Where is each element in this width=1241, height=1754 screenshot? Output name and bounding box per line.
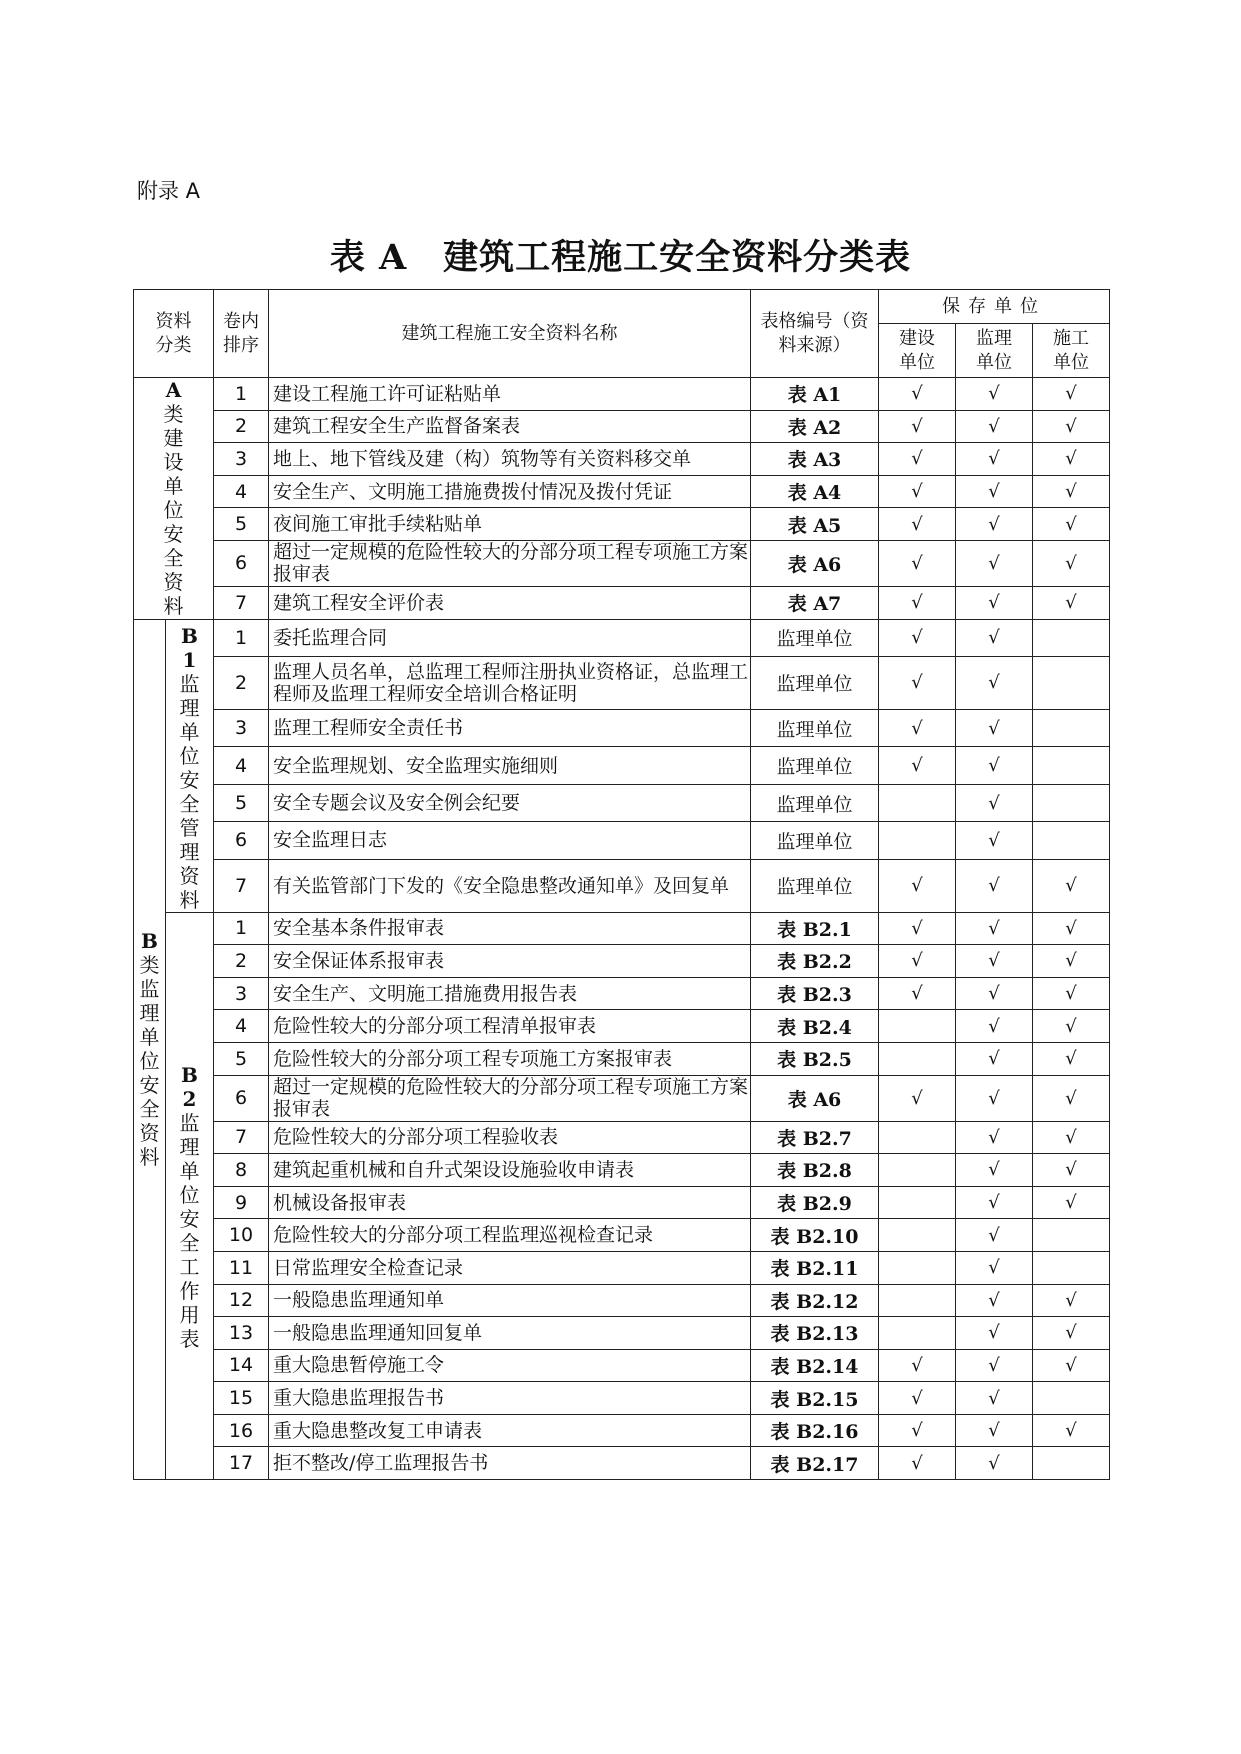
check-construction: √ (879, 443, 956, 476)
row-name: 拒不整改/停工监理报告书 (269, 1447, 751, 1480)
table-row (134, 443, 1110, 476)
row-name: 委托监理合同 (269, 619, 751, 656)
row-name: 安全监理日志 (269, 822, 751, 859)
check-construction (879, 1251, 956, 1284)
row-order: 6 (214, 1075, 269, 1121)
row-code: 表 B2.5 (751, 1042, 879, 1075)
check-contractor: √ (1033, 1010, 1110, 1043)
row-name: 安全基本条件报审表 (269, 912, 751, 945)
check-supervision: √ (956, 1382, 1033, 1415)
category-b1-label: B1 监理单位安全管理资料 (166, 619, 214, 912)
row-order: 5 (214, 784, 269, 821)
header-order: 卷内排序 (214, 290, 269, 378)
row-order: 9 (214, 1186, 269, 1219)
check-construction: √ (879, 1382, 956, 1415)
row-code: 表 B2.9 (751, 1186, 879, 1219)
row-order: 3 (214, 709, 269, 746)
check-construction: √ (879, 657, 956, 710)
check-construction (879, 1042, 956, 1075)
check-contractor (1033, 1382, 1110, 1415)
row-name: 一般隐患监理通知单 (269, 1284, 751, 1317)
check-construction: √ (879, 747, 956, 784)
check-construction: √ (879, 912, 956, 945)
table-row (134, 378, 1110, 411)
table-row (134, 1317, 1110, 1350)
check-construction: √ (879, 1075, 956, 1121)
row-code: 监理单位 (751, 822, 879, 859)
row-order: 12 (214, 1284, 269, 1317)
row-name: 安全生产、文明施工措施费拨付情况及拨付凭证 (269, 475, 751, 508)
check-construction (879, 1317, 956, 1350)
check-supervision: √ (956, 1042, 1033, 1075)
row-code: 表 A7 (751, 586, 879, 619)
check-contractor (1033, 1251, 1110, 1284)
row-code: 表 B2.2 (751, 945, 879, 978)
table-row (134, 1414, 1110, 1447)
check-supervision: √ (956, 508, 1033, 541)
table-row (134, 859, 1110, 912)
check-contractor (1033, 784, 1110, 821)
check-supervision: √ (956, 1154, 1033, 1187)
check-construction (879, 1121, 956, 1154)
check-contractor: √ (1033, 586, 1110, 619)
row-order: 6 (214, 540, 269, 586)
table-row (134, 1121, 1110, 1154)
row-order: 13 (214, 1317, 269, 1350)
row-code: 表 B2.13 (751, 1317, 879, 1350)
row-name: 安全专题会议及安全例会纪要 (269, 784, 751, 821)
row-order: 3 (214, 443, 269, 476)
header-unit-construction: 建设单位 (879, 324, 956, 378)
row-name: 危险性较大的分部分项工程监理巡视检查记录 (269, 1219, 751, 1252)
check-contractor: √ (1033, 1154, 1110, 1187)
row-code: 表 B2.3 (751, 977, 879, 1010)
check-construction: √ (879, 1447, 956, 1480)
check-supervision: √ (956, 747, 1033, 784)
row-name: 建筑工程安全生产监督备案表 (269, 410, 751, 443)
appendix-label: 附录 A (137, 179, 201, 203)
check-contractor (1033, 747, 1110, 784)
check-supervision: √ (956, 619, 1033, 656)
check-supervision: √ (956, 410, 1033, 443)
check-construction (879, 1154, 956, 1187)
check-supervision: √ (956, 1284, 1033, 1317)
check-contractor (1033, 657, 1110, 710)
check-supervision: √ (956, 977, 1033, 1010)
check-contractor: √ (1033, 859, 1110, 912)
row-code: 表 B2.14 (751, 1349, 879, 1382)
check-construction: √ (879, 859, 956, 912)
check-supervision: √ (956, 912, 1033, 945)
row-code: 表 A6 (751, 1075, 879, 1121)
table-row (134, 1349, 1110, 1382)
check-construction (879, 1010, 956, 1043)
category-a-label: A 类建设单位安全资料 (134, 378, 214, 620)
table-row (134, 1447, 1110, 1480)
table-row (134, 1284, 1110, 1317)
row-code: 监理单位 (751, 619, 879, 656)
check-construction (879, 1284, 956, 1317)
check-supervision: √ (956, 657, 1033, 710)
row-name: 危险性较大的分部分项工程专项施工方案报审表 (269, 1042, 751, 1075)
row-order: 7 (214, 1121, 269, 1154)
category-b2-label: B2 监理单位安全工作用表 (166, 912, 214, 1480)
category-b-label: B 类监理单位安全资料 (134, 619, 166, 1480)
row-name: 建筑起重机械和自升式架设设施验收申请表 (269, 1154, 751, 1187)
check-contractor: √ (1033, 1186, 1110, 1219)
row-name: 危险性较大的分部分项工程验收表 (269, 1121, 751, 1154)
check-contractor: √ (1033, 912, 1110, 945)
row-order: 7 (214, 586, 269, 619)
row-name: 危险性较大的分部分项工程清单报审表 (269, 1010, 751, 1043)
row-order: 8 (214, 1154, 269, 1187)
classification-table (133, 289, 1110, 1480)
table-row (134, 657, 1110, 710)
check-supervision: √ (956, 1251, 1033, 1284)
row-name: 安全保证体系报审表 (269, 945, 751, 978)
check-construction: √ (879, 945, 956, 978)
row-name: 监理人员名单，总监理工程师注册执业资格证，总监理工程师及监理工程师安全培训合格证明 (269, 657, 751, 710)
row-order: 10 (214, 1219, 269, 1252)
check-supervision: √ (956, 784, 1033, 821)
header-category: 资料分类 (134, 290, 214, 378)
check-construction (879, 784, 956, 821)
row-order: 1 (214, 378, 269, 411)
table-row (134, 508, 1110, 541)
row-code: 表 A4 (751, 475, 879, 508)
row-order: 1 (214, 912, 269, 945)
row-order: 5 (214, 1042, 269, 1075)
check-contractor (1033, 822, 1110, 859)
check-contractor: √ (1033, 410, 1110, 443)
table-row (134, 540, 1110, 586)
check-construction: √ (879, 977, 956, 1010)
row-order: 4 (214, 1010, 269, 1043)
check-construction: √ (879, 619, 956, 656)
row-name: 日常监理安全检查记录 (269, 1251, 751, 1284)
row-code: 表 A6 (751, 540, 879, 586)
row-code: 表 B2.11 (751, 1251, 879, 1284)
row-order: 3 (214, 977, 269, 1010)
check-contractor: √ (1033, 378, 1110, 411)
check-supervision: √ (956, 586, 1033, 619)
row-code: 表 B2.10 (751, 1219, 879, 1252)
check-contractor: √ (1033, 508, 1110, 541)
row-code: 监理单位 (751, 784, 879, 821)
check-supervision: √ (956, 1317, 1033, 1350)
table-row (134, 1251, 1110, 1284)
row-name: 机械设备报审表 (269, 1186, 751, 1219)
check-supervision: √ (956, 1219, 1033, 1252)
row-name: 建筑工程安全评价表 (269, 586, 751, 619)
table-row (134, 1219, 1110, 1252)
header-unit-contractor: 施工单位 (1033, 324, 1110, 378)
check-contractor: √ (1033, 1075, 1110, 1121)
row-order: 5 (214, 508, 269, 541)
check-contractor: √ (1033, 1042, 1110, 1075)
table-row (134, 912, 1110, 945)
check-supervision: √ (956, 540, 1033, 586)
table-row (134, 822, 1110, 859)
check-construction: √ (879, 540, 956, 586)
row-order: 15 (214, 1382, 269, 1415)
row-code: 表 B2.17 (751, 1447, 879, 1480)
check-contractor: √ (1033, 475, 1110, 508)
check-supervision: √ (956, 709, 1033, 746)
row-name: 超过一定规模的危险性较大的分部分项工程专项施工方案报审表 (269, 1075, 751, 1121)
row-order: 2 (214, 657, 269, 710)
check-construction: √ (879, 709, 956, 746)
check-contractor: √ (1033, 1284, 1110, 1317)
table-row (134, 410, 1110, 443)
row-name: 夜间施工审批手续粘贴单 (269, 508, 751, 541)
header-name: 建筑工程施工安全资料名称 (269, 290, 751, 378)
row-code: 表 B2.1 (751, 912, 879, 945)
check-supervision: √ (956, 1010, 1033, 1043)
row-code: 监理单位 (751, 859, 879, 912)
table-row (134, 1154, 1110, 1187)
header-keep: 保存单位 (879, 290, 1110, 324)
check-supervision: √ (956, 1349, 1033, 1382)
check-supervision: √ (956, 1121, 1033, 1154)
row-order: 17 (214, 1447, 269, 1480)
check-supervision: √ (956, 1447, 1033, 1480)
row-code: 表 B2.12 (751, 1284, 879, 1317)
check-contractor: √ (1033, 1414, 1110, 1447)
row-code: 监理单位 (751, 747, 879, 784)
header-unit-supervision: 监理单位 (956, 324, 1033, 378)
table-row (134, 1042, 1110, 1075)
table-row (134, 1075, 1110, 1121)
table-row (134, 619, 1110, 656)
row-code: 表 B2.16 (751, 1414, 879, 1447)
row-order: 7 (214, 859, 269, 912)
row-order: 16 (214, 1414, 269, 1447)
row-code: 表 B2.15 (751, 1382, 879, 1415)
row-name: 安全生产、文明施工措施费用报告表 (269, 977, 751, 1010)
check-construction: √ (879, 1349, 956, 1382)
check-supervision: √ (956, 378, 1033, 411)
row-name: 监理工程师安全责任书 (269, 709, 751, 746)
check-supervision: √ (956, 1414, 1033, 1447)
row-name: 地上、地下管线及建（构）筑物等有关资料移交单 (269, 443, 751, 476)
check-supervision: √ (956, 1186, 1033, 1219)
check-construction: √ (879, 1414, 956, 1447)
row-order: 1 (214, 619, 269, 656)
row-code: 表 A3 (751, 443, 879, 476)
row-order: 4 (214, 747, 269, 784)
row-name: 有关监管部门下发的《安全隐患整改通知单》及回复单 (269, 859, 751, 912)
row-name: 重大隐患整改复工申请表 (269, 1414, 751, 1447)
row-name: 超过一定规模的危险性较大的分部分项工程专项施工方案报审表 (269, 540, 751, 586)
table-row (134, 1010, 1110, 1043)
table-row (134, 784, 1110, 821)
row-name: 一般隐患监理通知回复单 (269, 1317, 751, 1350)
check-contractor: √ (1033, 443, 1110, 476)
check-supervision: √ (956, 1075, 1033, 1121)
table-row (134, 1382, 1110, 1415)
check-construction: √ (879, 475, 956, 508)
check-construction: √ (879, 586, 956, 619)
check-supervision: √ (956, 443, 1033, 476)
row-order: 4 (214, 475, 269, 508)
row-order: 14 (214, 1349, 269, 1382)
row-name: 重大隐患暂停施工令 (269, 1349, 751, 1382)
check-contractor (1033, 1447, 1110, 1480)
row-code: 监理单位 (751, 657, 879, 710)
check-contractor: √ (1033, 1349, 1110, 1382)
check-construction: √ (879, 378, 956, 411)
check-contractor: √ (1033, 945, 1110, 978)
check-contractor: √ (1033, 977, 1110, 1010)
row-code: 表 A1 (751, 378, 879, 411)
check-contractor (1033, 619, 1110, 656)
check-contractor: √ (1033, 1317, 1110, 1350)
check-contractor (1033, 709, 1110, 746)
row-code: 表 A5 (751, 508, 879, 541)
check-supervision: √ (956, 859, 1033, 912)
table-row (134, 747, 1110, 784)
check-supervision: √ (956, 475, 1033, 508)
row-name: 重大隐患监理报告书 (269, 1382, 751, 1415)
row-code: 表 B2.8 (751, 1154, 879, 1187)
row-code: 表 A2 (751, 410, 879, 443)
check-construction (879, 822, 956, 859)
row-order: 2 (214, 945, 269, 978)
check-construction (879, 1186, 956, 1219)
check-construction: √ (879, 410, 956, 443)
header-code: 表格编号（资料来源） (751, 290, 879, 378)
table-row (134, 586, 1110, 619)
table-row (134, 1186, 1110, 1219)
row-code: 表 B2.4 (751, 1010, 879, 1043)
check-contractor: √ (1033, 1121, 1110, 1154)
table-row (134, 945, 1110, 978)
table-row (134, 475, 1110, 508)
row-name: 安全监理规划、安全监理实施细则 (269, 747, 751, 784)
check-construction (879, 1219, 956, 1252)
row-order: 6 (214, 822, 269, 859)
row-order: 11 (214, 1251, 269, 1284)
table-row (134, 977, 1110, 1010)
row-name: 建设工程施工许可证粘贴单 (269, 378, 751, 411)
page-title: 表 A 建筑工程施工安全资料分类表 (329, 237, 912, 278)
row-code: 表 B2.7 (751, 1121, 879, 1154)
row-order: 2 (214, 410, 269, 443)
row-code: 监理单位 (751, 709, 879, 746)
check-supervision: √ (956, 822, 1033, 859)
check-supervision: √ (956, 945, 1033, 978)
table-row (134, 709, 1110, 746)
check-contractor: √ (1033, 540, 1110, 586)
check-contractor (1033, 1219, 1110, 1252)
check-construction: √ (879, 508, 956, 541)
